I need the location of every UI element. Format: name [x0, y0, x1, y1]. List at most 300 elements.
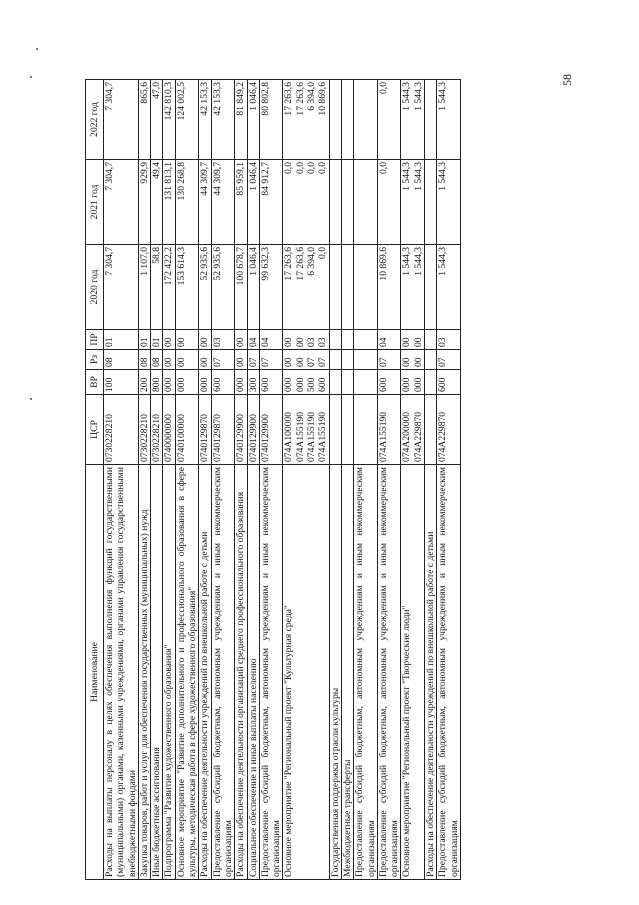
cell-value: 00 — [163, 357, 175, 367]
row-y2020 — [425, 245, 437, 330]
row-rz — [151, 350, 163, 370]
row-y2022 — [437, 80, 461, 160]
row-y2020 — [163, 245, 175, 330]
row-name: Закупка товаров, работ и услуг для обеспечения государственных (муниципальных) нужд — [138, 465, 150, 880]
row-y2020 — [354, 245, 378, 330]
row-csr — [437, 395, 461, 465]
cell-value: 00 — [294, 337, 306, 347]
cell-value: 1 544,3 — [412, 162, 424, 191]
rotated-page-content — [85, 80, 593, 880]
cell-value: 0,0 — [294, 162, 306, 174]
scan-speck — [30, 398, 32, 400]
cell-value: 000 — [412, 377, 424, 392]
cell-value: 08 — [151, 357, 163, 367]
row-vr — [163, 370, 175, 395]
row-y2021 — [211, 160, 235, 245]
header-csr: ЦСР — [86, 395, 104, 465]
header-2020: 2020 год — [86, 245, 104, 330]
row-name: Предоставление субсидий бюджетным, автономным учреждениям и иным некоммерческим организациям — [437, 465, 461, 880]
row-y2020 — [211, 245, 235, 330]
cell-value: 81 849,2 — [235, 82, 247, 116]
table-row — [235, 80, 247, 880]
row-y2020 — [437, 245, 461, 330]
cell-value: 1 107,0 — [138, 247, 150, 276]
row-name: Предоставление субсидий бюджетным, автономным учреждениям и иным некоммерческим организациям — [354, 465, 378, 880]
table-row — [401, 80, 425, 880]
row-name: Расходы на обеспечение деятельности организаций среднего профессионального образования — [235, 465, 247, 880]
row-y2022 — [259, 80, 283, 160]
row-pr — [401, 330, 425, 350]
cell-value: 0,0 — [317, 247, 329, 259]
row-name: Основное мероприятие "Региональный проект "Творческие люди" — [401, 465, 425, 880]
scan-speck — [30, 76, 32, 78]
row-y2021 — [354, 160, 378, 245]
row-name: Расходы на обеспечение деятельности учреждений по внешкольной работе с детьми — [199, 465, 211, 880]
cell-value: 7 304,7 — [104, 162, 115, 191]
cell-value: 17 263,6 — [294, 82, 306, 116]
row-vr — [425, 370, 437, 395]
cell-value: 0,0 — [283, 162, 295, 174]
row-vr — [259, 370, 283, 395]
cell-value: 0,0 — [377, 162, 389, 174]
cell-value: 1 544,3 — [412, 247, 424, 276]
row-vr — [401, 370, 425, 395]
row-rz — [104, 350, 139, 370]
cell-value: 44 309,7 — [211, 162, 223, 196]
row-pr — [354, 330, 378, 350]
cell-value: 17 263,6 — [283, 82, 295, 116]
row-y2021 — [377, 160, 401, 245]
cell-value: 074A229870 — [412, 411, 424, 462]
row-y2020 — [283, 245, 329, 330]
cell-value: 153 614,3 — [175, 247, 187, 286]
row-pr — [175, 330, 199, 350]
row-y2021 — [104, 160, 139, 245]
table-row — [199, 80, 211, 880]
row-rz — [329, 350, 341, 370]
row-csr — [247, 395, 259, 465]
cell-value: 074A100000 — [283, 411, 295, 462]
row-rz — [235, 350, 247, 370]
row-vr — [437, 370, 461, 395]
row-vr — [138, 370, 150, 395]
cell-value: 00 — [163, 337, 175, 347]
table-row — [175, 80, 199, 880]
row-rz — [259, 350, 283, 370]
row-rz — [425, 350, 437, 370]
table-header-row — [86, 80, 104, 880]
table-row — [377, 80, 401, 880]
row-rz — [401, 350, 425, 370]
row-pr — [377, 330, 401, 350]
cell-value: 0,0 — [377, 82, 389, 94]
row-y2022 — [283, 80, 329, 160]
row-y2021 — [199, 160, 211, 245]
table-row — [283, 80, 329, 880]
row-y2021 — [283, 160, 329, 245]
cell-value: 0740000000 — [163, 414, 175, 462]
row-y2020 — [377, 245, 401, 330]
header-pr: ПР — [86, 330, 104, 350]
cell-value: 07 — [259, 357, 271, 367]
table-row — [425, 80, 437, 880]
row-y2021 — [151, 160, 163, 245]
cell-value: 074A155190 — [306, 411, 318, 462]
cell-value: 000 — [401, 377, 413, 392]
cell-value: 00 — [412, 357, 424, 367]
cell-value: 04 — [377, 337, 389, 347]
table-row — [163, 80, 175, 880]
cell-value: 7 304,7 — [104, 82, 115, 111]
row-name: Основное мероприятие "Развитие дополнительного и профессионального образования в сфере культуры, методическая работа в сфере художественного образования" — [175, 465, 199, 880]
cell-value: 100 — [104, 377, 115, 392]
cell-value: 47,0 — [151, 82, 163, 99]
cell-value: 04 — [247, 337, 259, 347]
cell-value: 172 422,2 — [163, 247, 175, 286]
row-pr — [247, 330, 259, 350]
row-y2021 — [259, 160, 283, 245]
row-vr — [151, 370, 163, 395]
cell-value: 000 — [283, 377, 295, 392]
row-y2022 — [151, 80, 163, 160]
row-y2022 — [211, 80, 235, 160]
header-rz: Рз — [86, 350, 104, 370]
row-y2020 — [259, 245, 283, 330]
cell-value: 03 — [306, 337, 318, 347]
row-csr — [377, 395, 401, 465]
cell-value: 800 — [151, 377, 163, 392]
cell-value: 000 — [163, 377, 175, 392]
row-name: Предоставление субсидий бюджетным, автономным учреждениям и иным некоммерческим организациям — [259, 465, 283, 880]
cell-value: 0,0 — [306, 162, 318, 174]
row-name: Государственная поддержка отрасли культуры — [329, 465, 341, 880]
cell-value: 00 — [401, 357, 413, 367]
cell-value: 000 — [294, 377, 306, 392]
cell-value: 03 — [437, 337, 449, 347]
row-y2022 — [329, 80, 341, 160]
cell-value: 17 263,6 — [283, 247, 295, 281]
cell-value: 1 046,4 — [247, 247, 259, 276]
cell-value: 42 153,3 — [211, 82, 223, 116]
cell-value: 1 046,4 — [247, 82, 259, 111]
row-y2022 — [354, 80, 378, 160]
cell-value: 1 046,4 — [247, 162, 259, 191]
row-pr — [163, 330, 175, 350]
header-2021: 2021 год — [86, 160, 104, 245]
row-y2020 — [104, 245, 139, 330]
row-vr — [329, 370, 341, 395]
row-y2020 — [151, 245, 163, 330]
row-y2022 — [175, 80, 199, 160]
row-name: Расходы на обеспечение деятельности учреждений по внешкольной работе с детьми — [425, 465, 437, 880]
cell-value: 0740129900 — [247, 414, 259, 462]
row-name: Расходы на выплаты персоналу в целях обеспечения выполнения функций государственными (муниципальными) органами, казенными учреждениями, органами управления государственными внебюджетными фондами — [104, 465, 139, 880]
cell-value: 600 — [377, 377, 389, 392]
cell-value: 07 — [247, 357, 259, 367]
row-pr — [211, 330, 235, 350]
cell-value: 42 153,3 — [199, 82, 211, 116]
row-vr — [175, 370, 199, 395]
table-row — [437, 80, 461, 880]
cell-value: 58,8 — [151, 247, 163, 264]
cell-value: 1 544,3 — [437, 82, 449, 111]
row-y2022 — [247, 80, 259, 160]
budget-table — [85, 79, 461, 880]
header-vr: ВР — [86, 370, 104, 395]
row-y2021 — [138, 160, 150, 245]
cell-value: 17 263,6 — [294, 247, 306, 281]
row-y2022 — [163, 80, 175, 160]
row-y2022 — [104, 80, 139, 160]
cell-value: 1 544,3 — [401, 247, 413, 276]
cell-value: 84 912,7 — [259, 162, 271, 196]
cell-value: 52 935,6 — [211, 247, 223, 281]
row-y2020 — [341, 245, 353, 330]
row-y2021 — [235, 160, 247, 245]
cell-value: 00 — [412, 337, 424, 347]
cell-value: 0730228210 — [151, 414, 163, 462]
row-rz — [377, 350, 401, 370]
row-csr — [163, 395, 175, 465]
cell-value: 100 678,7 — [235, 247, 247, 286]
row-rz — [138, 350, 150, 370]
cell-value: 200 — [138, 377, 150, 392]
cell-value: 074A229870 — [437, 411, 449, 462]
cell-value: 0740129870 — [199, 414, 211, 462]
cell-value: 00 — [283, 337, 295, 347]
cell-value: 1 544,3 — [437, 162, 449, 191]
cell-value: 000 — [199, 377, 211, 392]
row-rz — [341, 350, 353, 370]
cell-value: 08 — [138, 357, 150, 367]
cell-value: 0730228210 — [104, 414, 115, 462]
page-number: 58 — [560, 74, 574, 86]
cell-value: 49,4 — [151, 162, 163, 179]
cell-value: 07 — [306, 357, 318, 367]
cell-value: 865,6 — [138, 82, 150, 104]
cell-value: 10 869,6 — [317, 82, 329, 116]
cell-value: 600 — [211, 377, 223, 392]
cell-value: 600 — [317, 377, 329, 392]
cell-value: 500 — [306, 377, 318, 392]
cell-value: 0740129900 — [235, 414, 247, 462]
cell-value: 07 — [317, 357, 329, 367]
row-y2021 — [341, 160, 353, 245]
cell-value: 074A155190 — [294, 411, 306, 462]
row-vr — [377, 370, 401, 395]
cell-value: 00 — [199, 337, 211, 347]
row-csr — [211, 395, 235, 465]
row-csr — [283, 395, 329, 465]
cell-value: 0730228210 — [138, 414, 150, 462]
cell-value: 00 — [283, 357, 295, 367]
row-csr — [259, 395, 283, 465]
table-row — [354, 80, 378, 880]
cell-value: 074A200000 — [401, 411, 413, 462]
cell-value: 00 — [401, 337, 413, 347]
row-vr — [211, 370, 235, 395]
cell-value: 01 — [138, 337, 150, 347]
row-vr — [199, 370, 211, 395]
row-rz — [354, 350, 378, 370]
row-vr — [283, 370, 329, 395]
cell-value: 07 — [437, 357, 449, 367]
cell-value: 99 632,3 — [259, 247, 271, 281]
cell-value: 85 959,1 — [235, 162, 247, 196]
cell-value: 000 — [175, 377, 187, 392]
row-y2020 — [235, 245, 247, 330]
row-rz — [163, 350, 175, 370]
cell-value: 0740100000 — [175, 414, 187, 462]
row-y2021 — [329, 160, 341, 245]
row-y2021 — [163, 160, 175, 245]
row-name: Социальное обеспечение и иные выплаты населению — [247, 465, 259, 880]
cell-value: 00 — [199, 357, 211, 367]
cell-value: 00 — [235, 357, 247, 367]
table-row — [151, 80, 163, 880]
cell-value: 44 309,7 — [199, 162, 211, 196]
cell-value: 124 002,5 — [175, 82, 187, 121]
cell-value: 131 813,1 — [163, 162, 175, 201]
cell-value: 0,0 — [317, 162, 329, 174]
cell-value: 6 394,0 — [306, 82, 318, 111]
cell-value: 07 — [211, 357, 223, 367]
row-rz — [175, 350, 199, 370]
row-pr — [104, 330, 139, 350]
row-y2021 — [401, 160, 425, 245]
row-csr — [199, 395, 211, 465]
cell-value: 01 — [151, 337, 163, 347]
row-y2022 — [341, 80, 353, 160]
cell-value: 1 544,3 — [412, 82, 424, 111]
row-csr — [138, 395, 150, 465]
cell-value: 1 544,3 — [401, 82, 413, 111]
cell-value: 00 — [175, 337, 187, 347]
row-y2021 — [437, 160, 461, 245]
table-row — [247, 80, 259, 880]
row-rz — [247, 350, 259, 370]
row-y2022 — [138, 80, 150, 160]
cell-value: 00 — [175, 357, 187, 367]
row-csr — [425, 395, 437, 465]
cell-value: 03 — [211, 337, 223, 347]
row-rz — [437, 350, 461, 370]
row-rz — [211, 350, 235, 370]
row-y2022 — [425, 80, 437, 160]
row-y2022 — [235, 80, 247, 160]
cell-value: 10 869,6 — [377, 247, 389, 281]
row-vr — [247, 370, 259, 395]
row-y2020 — [138, 245, 150, 330]
row-y2022 — [401, 80, 425, 160]
row-y2021 — [425, 160, 437, 245]
cell-value: 01 — [104, 337, 115, 347]
row-vr — [104, 370, 139, 395]
cell-value: 142 810,3 — [163, 82, 175, 121]
cell-value: 0740129870 — [211, 414, 223, 462]
row-pr — [259, 330, 283, 350]
row-name: Основное мероприятие "Региональный проект "Культурная среда" — [283, 465, 329, 880]
cell-value: 00 — [235, 337, 247, 347]
row-name: Предоставление субсидий бюджетным, автономным учреждениям и иным некоммерческим организациям — [211, 465, 235, 880]
table-row — [259, 80, 283, 880]
row-name: Предоставление субсидий бюджетным, автономным учреждениям и иным некоммерческим организациям — [377, 465, 401, 880]
row-pr — [235, 330, 247, 350]
cell-value: 52 935,6 — [199, 247, 211, 281]
row-y2021 — [247, 160, 259, 245]
header-2022: 2022 год — [86, 80, 104, 160]
row-csr — [151, 395, 163, 465]
cell-value: 600 — [259, 377, 271, 392]
row-vr — [341, 370, 353, 395]
row-y2020 — [329, 245, 341, 330]
row-vr — [235, 370, 247, 395]
cell-value: 07 — [377, 357, 389, 367]
row-pr — [151, 330, 163, 350]
cell-value: 08 — [104, 357, 115, 367]
row-y2020 — [175, 245, 199, 330]
cell-value: 04 — [259, 337, 271, 347]
row-name: Подпрограмма "Развитие художественного образования" — [163, 465, 175, 880]
cell-value: 6 394,0 — [306, 247, 318, 276]
row-pr — [283, 330, 329, 350]
row-y2022 — [199, 80, 211, 160]
cell-value: 074A155190 — [317, 411, 329, 462]
table-row — [104, 80, 139, 880]
cell-value: 929,9 — [138, 162, 150, 184]
cell-value: 0740129900 — [259, 414, 271, 462]
cell-value: 300 — [247, 377, 259, 392]
row-name: Межбюджетные трансферты — [341, 465, 353, 880]
row-rz — [199, 350, 211, 370]
row-pr — [437, 330, 461, 350]
scan-speck — [36, 48, 38, 50]
cell-value: 600 — [437, 377, 449, 392]
cell-value: 00 — [294, 357, 306, 367]
row-vr — [354, 370, 378, 395]
cell-value: 1 544,3 — [437, 247, 449, 276]
table-row — [211, 80, 235, 880]
row-csr — [341, 395, 353, 465]
cell-value: 1 544,3 — [401, 162, 413, 191]
table-row — [329, 80, 341, 880]
row-pr — [199, 330, 211, 350]
row-pr — [425, 330, 437, 350]
row-y2020 — [247, 245, 259, 330]
row-y2020 — [199, 245, 211, 330]
row-pr — [341, 330, 353, 350]
cell-value: 074A155190 — [377, 411, 389, 462]
row-csr — [401, 395, 425, 465]
cell-value: 000 — [235, 377, 247, 392]
row-y2021 — [175, 160, 199, 245]
cell-value: 80 802,8 — [259, 82, 271, 116]
row-y2020 — [401, 245, 425, 330]
row-pr — [138, 330, 150, 350]
cell-value: 7 304,7 — [104, 247, 115, 276]
row-rz — [283, 350, 329, 370]
row-csr — [329, 395, 341, 465]
row-csr — [104, 395, 139, 465]
header-name: Наименование — [86, 465, 104, 880]
cell-value: 130 268,8 — [175, 162, 187, 201]
cell-value: 03 — [317, 337, 329, 347]
table-row — [341, 80, 353, 880]
row-csr — [175, 395, 199, 465]
table-body — [104, 80, 461, 880]
row-csr — [354, 395, 378, 465]
row-y2022 — [377, 80, 401, 160]
